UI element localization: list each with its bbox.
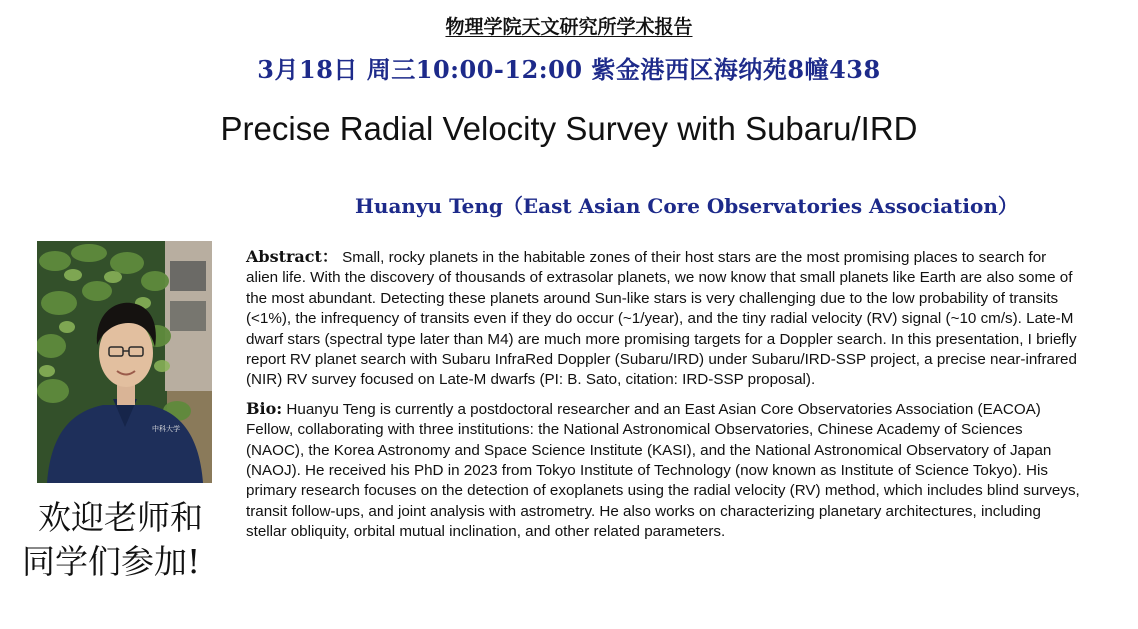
bio-text: Huanyu Teng is currently a postdoctoral researcher and an East Asian Core Observatories Association (EACOA) Fellow, collaborating with three institutions: the National Astronomical Observatories, Chinese Academy of Sciences (NAOC), the Korea Astronomy and Space Science Institute (KASI), and the National Astronomical Observatory of Japan (NAOJ). He received his PhD in 2023 from Tokyo Institute of Technology (now known as Institute of Science Tokyo). His primary research focuses on the detection of exoplanets using the radial velocity (RV) method, which includes blind surveys, transit follow-ups, and joint analysis with astrometry. He also works on characterizing planetary architectures, including stellar obliquity, orbital mutual inclination, and other related parameters. <box>246 400 1080 541</box>
welcome-line-1: 欢迎老师和 <box>38 498 203 537</box>
speaker-photo-illustration <box>37 241 212 483</box>
welcome-line-2: 同学们参加! <box>22 542 201 581</box>
organizer-heading: 物理学院天文研究所学术报告 <box>445 16 693 38</box>
talk-title: Precise Radial Velocity Survey with Subaru/IRD <box>220 110 918 147</box>
speaker-name: Huanyu Teng（East Asian Core Observatories Association） <box>355 194 1018 218</box>
bio-paragraph <box>246 399 1082 543</box>
welcome-message <box>22 496 232 584</box>
shirt-logo-text: 中科大学 <box>152 425 180 433</box>
abstract-text: Small, rocky planets in the habitable zones of their host stars are the most promising places to search for alien life. With the discovery of thousands of extrasolar planets, we now know that small planets like Earth are also some of the most abundant. Detecting these planets around Sun-like stars is very challenging due to the low probability of transits (<1%), the infrequency of transits even if they do occur (~1/year), and the tiny radial velocity (RV) signal (~10 cm/s). Late-M dwarf stars (spectral type later than M4) are much more promising targets for a Doppler search. In this presentation, I briefly report RV planet search with Subaru InfraRed Doppler (Subaru/IRD) under Subaru/IRD-SSP project, a precise near-infrared (NIR) RV survey focused on Late-M dwarfs (PI: B. Sato, citation: IRD-SSP proposal). <box>246 249 1077 389</box>
time-location: 3月18日 周三10:00-12:00 紫金港西区海纳苑8幢438 <box>257 55 881 84</box>
bio-label: Bio: <box>246 398 283 418</box>
abstract-label: Abstract： <box>246 247 338 266</box>
talk-body <box>246 247 1082 551</box>
abstract-paragraph <box>246 247 1082 391</box>
speaker-photo <box>37 241 212 483</box>
